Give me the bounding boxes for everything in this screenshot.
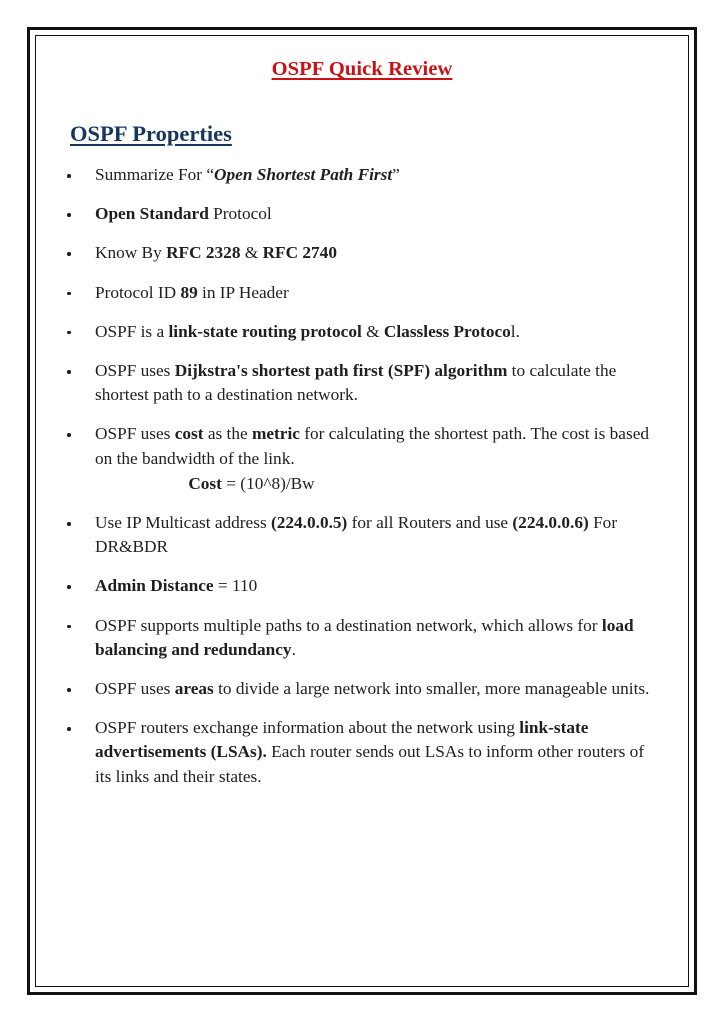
cost-formula: [95, 472, 658, 496]
list-item: [62, 359, 662, 407]
list-item-text: Protocol ID 89 in IP Header: [95, 282, 289, 302]
list-item-text: Summarize For “Open Shortest Path First”: [95, 165, 400, 184]
list-item-text: Open Standard Protocol: [95, 204, 272, 224]
page-title: OSPF Quick Review: [271, 58, 453, 80]
cost-formula-expression: = (10^8)/Bw: [221, 473, 315, 493]
ospf-properties-list: [62, 163, 662, 789]
page-border-outer: [27, 27, 697, 995]
list-item-text: OSPF is a link-state routing protocol & Classless Protocol.: [95, 321, 520, 341]
list-item: [62, 677, 662, 701]
list-item: [62, 241, 662, 265]
list-item: [62, 511, 662, 559]
list-item-text: Use IP Multicast address (224.0.0.5) for all Routers and use (224.0.0.6) For DR&BDR: [95, 513, 618, 557]
cost-formula-label: Cost: [188, 473, 222, 493]
list-item-text: OSPF uses Dijkstra's shortest path first (SPF) algorithm to calculate the shortest path to a destination network.: [95, 361, 617, 405]
document-content: [36, 36, 688, 986]
list-item: [62, 614, 662, 662]
list-item-text: OSPF uses cost as the metric for calculating the shortest path. The cost is based on the bandwidth of the link.: [95, 424, 650, 468]
list-item-text: Know By RFC 2328 & RFC 2740: [95, 243, 337, 263]
list-item: [62, 574, 662, 598]
page-border-inner: [35, 35, 689, 987]
list-item: [62, 202, 662, 226]
list-item: [62, 716, 662, 789]
list-item: [62, 422, 662, 496]
list-item-text: OSPF supports multiple paths to a destination network, which allows for load balancing and redundancy.: [95, 615, 634, 659]
list-item-text: OSPF uses areas to divide a large network into smaller, more manageable units.: [95, 679, 650, 699]
list-item: [62, 281, 662, 305]
list-item: [62, 163, 662, 187]
list-item-text: OSPF routers exchange information about the network using link-state advertisements (LSAs). Each router sends out LSAs to inform other routers of its links and their states.: [95, 718, 645, 786]
section-heading-ospf-properties: OSPF Properties: [70, 121, 232, 146]
list-item: [62, 320, 662, 344]
list-item-text: Admin Distance = 110: [95, 576, 258, 596]
